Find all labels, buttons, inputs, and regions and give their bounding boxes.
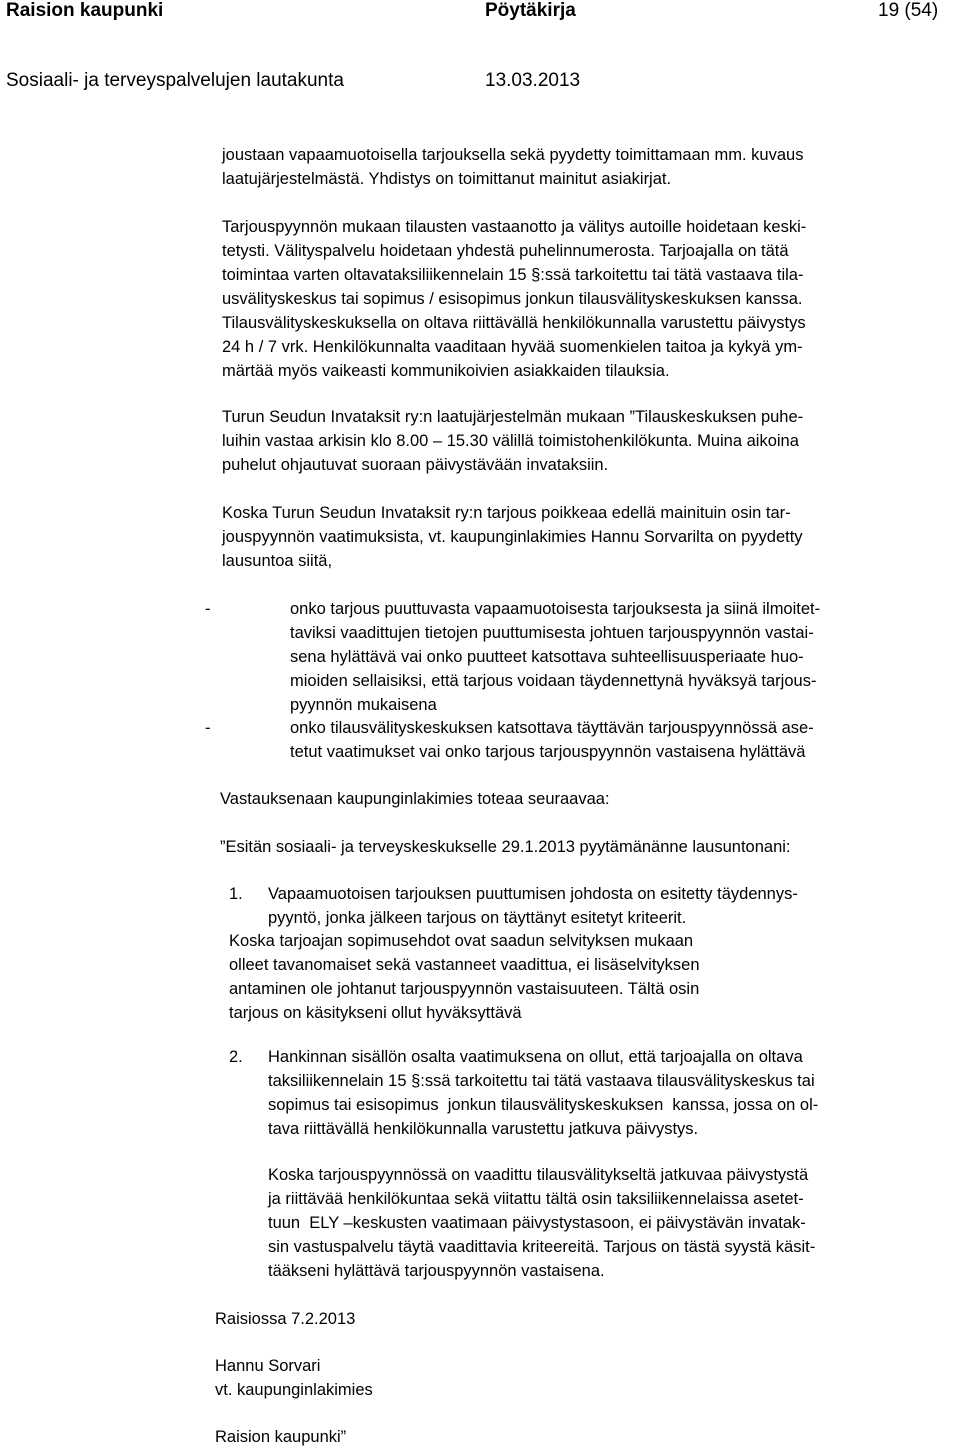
numbered-item-1-number: 1. xyxy=(229,885,243,903)
bullet-item-1: onko tarjous puuttuvasta vapaamuotoisesta tarjouksesta ja siinä ilmoitet- taviksi vaadittujen tietojen puuttumisesta johtuen tarjouspyynnön vastai- sena hylättävä vai onko puutteet katsottava suhteellisuusperiaate huo- mioiden sellaisiksi, että tarjous voidaan täydennettynä hyväksyä tarjous- pyynnön mukaisena xyxy=(290,600,821,714)
paragraph-3: Turun Seudun Invataksit ry:n laatujärjestelmän mukaan ”Tilauskeskuksen puhe- luihin vastaa arkisin klo 8.00 – 15.30 välillä toimistohenkilökunta. Muina aikoina puhelut ohjautuvat suoraan päivystävään invataksiin. xyxy=(222,408,804,474)
header-date: 13.03.2013 xyxy=(485,70,581,91)
paragraph-1: joustaan vapaamuotoisella tarjouksella sekä pyydetty toimittamaan mm. kuvaus laatujärjestelmästä. Yhdistys on toimittanut mainitut asiakirjat. xyxy=(222,146,804,188)
numbered-item-1-continuation: Koska tarjoajan sopimusehdot ovat saadun selvityksen mukaan olleet tavanomaiset sekä vastanneet vaadittua, ei lisäselvityksen antaminen ole johtanut tarjouspyynnön vastaisuuteen. Tältä osin tarjous on käsitykseni ollut hyväksyttävä xyxy=(229,932,700,1022)
numbered-item-2-text: Hankinnan sisällön osalta vaatimuksena on ollut, että tarjoajalla on oltava taksiliikennelain 15 §:ssä tarkoitettu tai tätä vastaava tilausvälityskeskus tai sopimus tai esisopimus jonkun tilausvälityskeskuksen kanssa, jossa on ol- tava riittävällä henkilökunnalla varustettu jatkuva päivystys. xyxy=(268,1048,819,1138)
header-board: Sosiaali- ja terveyspalvelujen lautakunta xyxy=(6,70,344,91)
bullet-marker: - xyxy=(205,600,211,618)
signature-title: vt. kaupunginlakimies xyxy=(215,1381,373,1399)
bullet-item-2: onko tilausvälityskeskuksen katsottava täyttävän tarjouspyynnössä ase- tetut vaatimukset vai onko tarjous tarjouspyynnön vastaisena hylättävä xyxy=(290,719,814,761)
signature-organization: Raision kaupunki” xyxy=(215,1428,347,1446)
answer-intro: Vastauksenaan kaupunginlakimies toteaa seuraavaa: xyxy=(220,790,610,808)
header-city: Raision kaupunki xyxy=(6,0,164,21)
header-doc-type: Pöytäkirja xyxy=(485,0,576,21)
bullet-marker: - xyxy=(205,719,211,737)
numbered-item-2-number: 2. xyxy=(229,1048,243,1066)
quote-intro: ”Esitän sosiaali- ja terveyskeskukselle 29.1.2013 pyytämänänne lausuntonani: xyxy=(220,838,791,856)
signature-place-date: Raisiossa 7.2.2013 xyxy=(215,1310,356,1328)
numbered-item-2-continuation: Koska tarjouspyynnössä on vaadittu tilausvälitykseltä jatkuvaa päivystystä ja riittävää henkilökuntaa sekä viitattu tältä osin taksiliikennelaissa asetet- tuun ELY –keskusten vaatimaan päivystystasoon, ei päivystävän invatak- sin vastuspalvelu täytä vaadittavia kriteereitä. Tarjous on tästä syystä käsit- tääkseni hylättävä tarjouspyynnön vastaisena. xyxy=(268,1166,816,1280)
numbered-item-1-text: Vapaamuotoisen tarjouksen puuttumisen johdosta on esitetty täydennys- pyyntö, jonka jälkeen tarjous on täyttänyt esitetyt kriteerit. xyxy=(268,885,798,927)
paragraph-2: Tarjouspyynnön mukaan tilausten vastaanotto ja välitys autoille hoidetaan keski- tetysti. Välityspalvelu hoidetaan yhdestä puhelinnumerosta. Tarjoajalla on tätä toimintaa varten oltavataksiliikennelain 15 §:ssä tarkoitettu tai tätä vastaava tila- usvälityskeskus tai sopimus / esisopimus jonkun tilausvälityskeskuksen kanssa. Tilausvälityskeskuksella on oltava riittävällä henkilökunnalla varustettu päivystys 24 h / 7 vrk. Henkilökunnalta vaaditaan hyvää suomenkielen taitoa ja kykyä ym- märtää myös vaikeasti kommunikoivien asiakkaiden tilauksia. xyxy=(222,218,807,380)
paragraph-4: Koska Turun Seudun Invataksit ry:n tarjous poikkeaa edellä mainituin osin tar- jouspyynnön vaatimuksista, vt. kaupunginlakimies Hannu Sorvarilta on pyydetty lausuntoa siitä, xyxy=(222,504,803,570)
signature-name: Hannu Sorvari xyxy=(215,1357,321,1375)
header-page-number: 19 (54) xyxy=(878,0,939,21)
